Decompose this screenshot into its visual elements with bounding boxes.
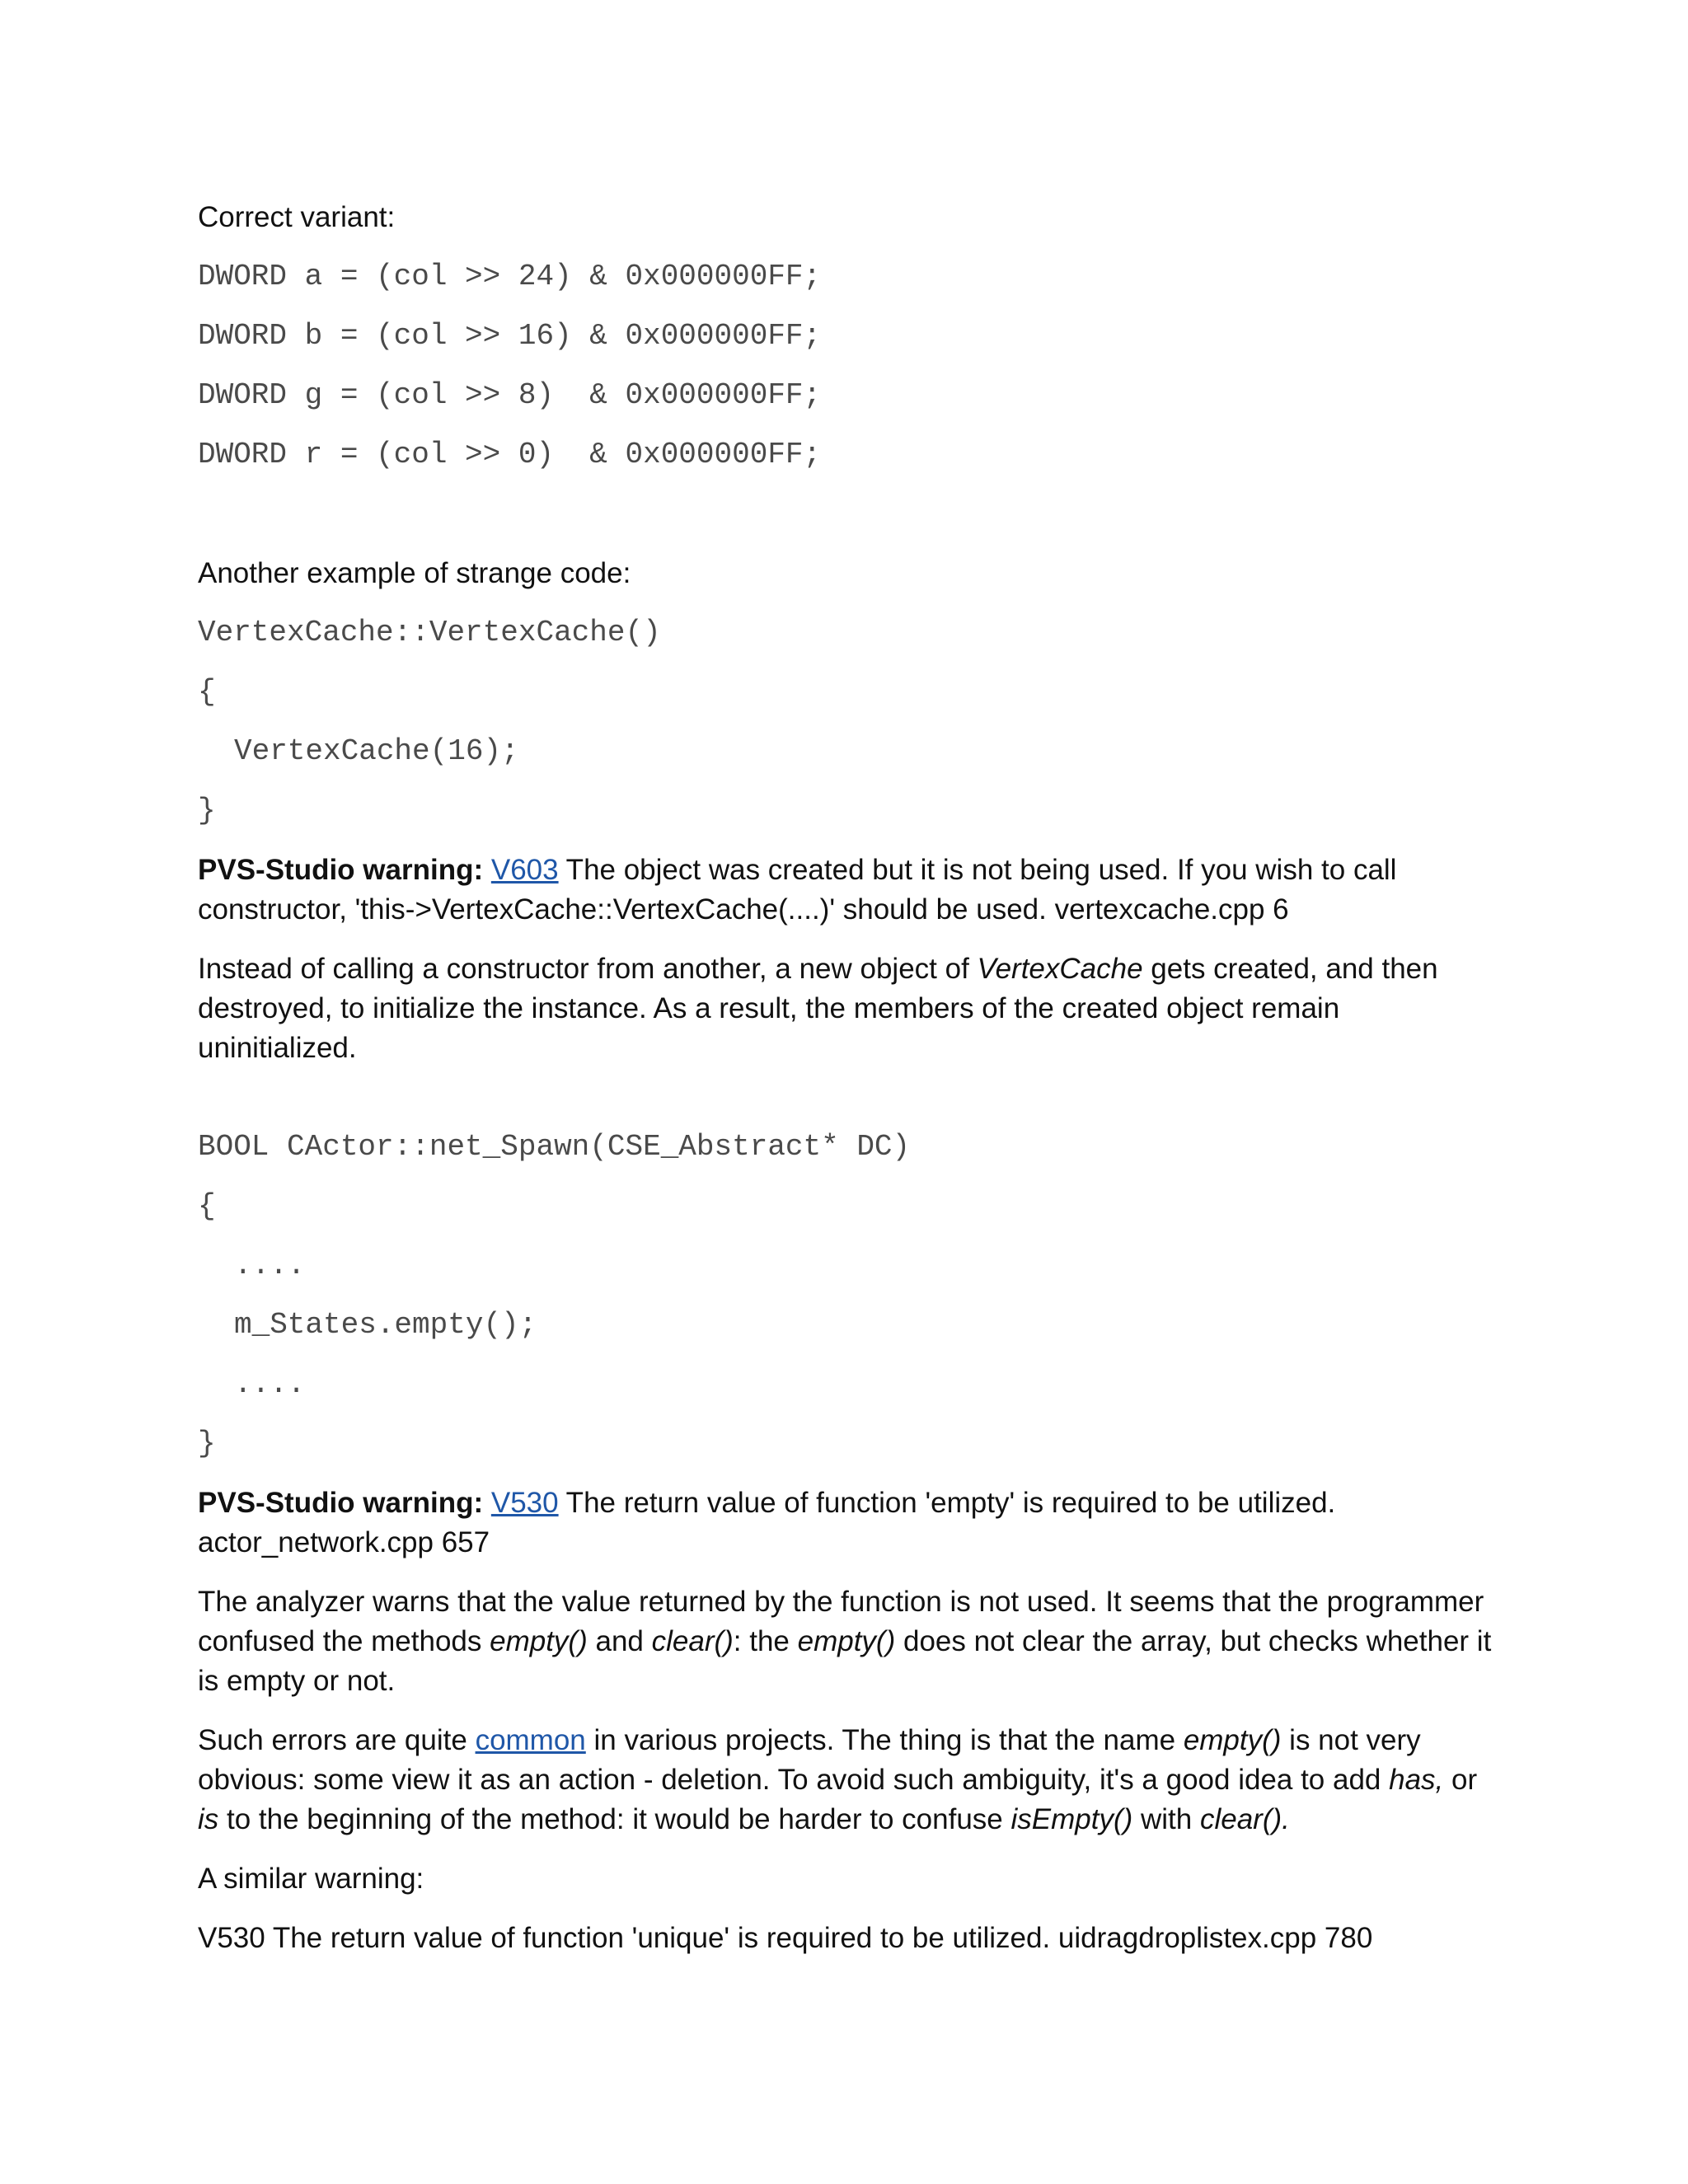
warning-label: PVS-Studio warning: (198, 854, 484, 886)
code-line: .... (234, 1367, 306, 1401)
common-link[interactable]: common (475, 1724, 586, 1756)
italic-run: VertexCache (977, 953, 1143, 985)
text-run: Instead of calling a constructor from another, a new object of (198, 953, 978, 985)
italic-run: clear(). (1199, 1803, 1290, 1835)
italic-run: empty() (490, 1625, 588, 1657)
strange-code-heading: Another example of strange code: (198, 557, 631, 589)
code-line: VertexCache::VertexCache() (198, 616, 661, 649)
code-line: } (198, 794, 216, 827)
similar-warning-heading: A similar warning: (198, 1863, 424, 1895)
italic-run: empty() (797, 1625, 896, 1657)
text-run: or (1443, 1764, 1478, 1796)
warning-v530 (198, 1483, 1500, 1563)
warning-text: The return value of function 'empty' is required to be utilized. actor_network.cpp 657 (198, 1487, 1336, 1558)
text-run: The analyzer warns that the value returned by the function is not used. It seems that the programmer confused the methods (198, 1586, 1484, 1657)
text-run: Such errors are quite (198, 1724, 476, 1756)
code-line: DWORD a = (col >> 24) & 0x000000FF; (198, 260, 822, 293)
text-run: : the (733, 1625, 798, 1657)
common-errors-paragraph (198, 1721, 1500, 1840)
warning-label: PVS-Studio warning: (198, 1487, 484, 1519)
warning-text: The object was created but it is not being used. If you wish to call constructor, 'this->VertexCache::VertexCache(....)' should be used. vertexcache.cpp 6 (198, 854, 1397, 926)
text-run: in various projects. The thing is that the name (585, 1724, 1184, 1756)
italic-run: is (198, 1803, 219, 1835)
text-run: is not very obvious: some view it as an action - deletion. To avoid such ambiguity, it's a good idea to add (198, 1724, 1421, 1796)
similar-warning-text: V530 The return value of function 'unique' is required to be utilized. uidragdroplistex.cpp 780 (198, 1922, 1373, 1954)
warning-v603 (198, 851, 1500, 930)
code-line: DWORD b = (col >> 16) & 0x000000FF; (198, 319, 822, 353)
code-line: .... (234, 1249, 306, 1282)
italic-run: has, (1389, 1764, 1444, 1796)
v530-link[interactable]: V530 (490, 1487, 559, 1519)
text-run: and (587, 1625, 652, 1657)
code-line: DWORD g = (col >> 8) & 0x000000FF; (198, 378, 822, 412)
text-run: does not clear the array, but checks whether it is empty or not. (198, 1625, 1492, 1697)
text-run: gets created, and then destroyed, to initialize the instance. As a result, the members of the created object remain uninitialized. (198, 953, 1438, 1064)
code-line: BOOL CActor::net_Spawn(CSE_Abstract* DC) (198, 1130, 911, 1164)
code-line: m_States.empty(); (234, 1308, 537, 1342)
explanation-paragraph (198, 949, 1500, 1068)
code-line: } (198, 1427, 216, 1460)
analyzer-explanation-paragraph (198, 1582, 1500, 1701)
code-line: { (198, 1189, 216, 1223)
italic-run: clear() (651, 1625, 734, 1657)
italic-run: isEmpty() (1010, 1803, 1133, 1835)
correct-variant-heading: Correct variant: (198, 201, 396, 233)
code-line: { (198, 675, 216, 709)
text-run: to the beginning of the method: it would be harder to confuse (218, 1803, 1011, 1835)
code-line: DWORD r = (col >> 0) & 0x000000FF; (198, 438, 822, 471)
code-line: VertexCache(16); (234, 734, 519, 768)
v603-link[interactable]: V603 (490, 854, 559, 886)
italic-run: empty() (1183, 1724, 1282, 1756)
document-page (198, 198, 1500, 1978)
text-run: with (1132, 1803, 1200, 1835)
